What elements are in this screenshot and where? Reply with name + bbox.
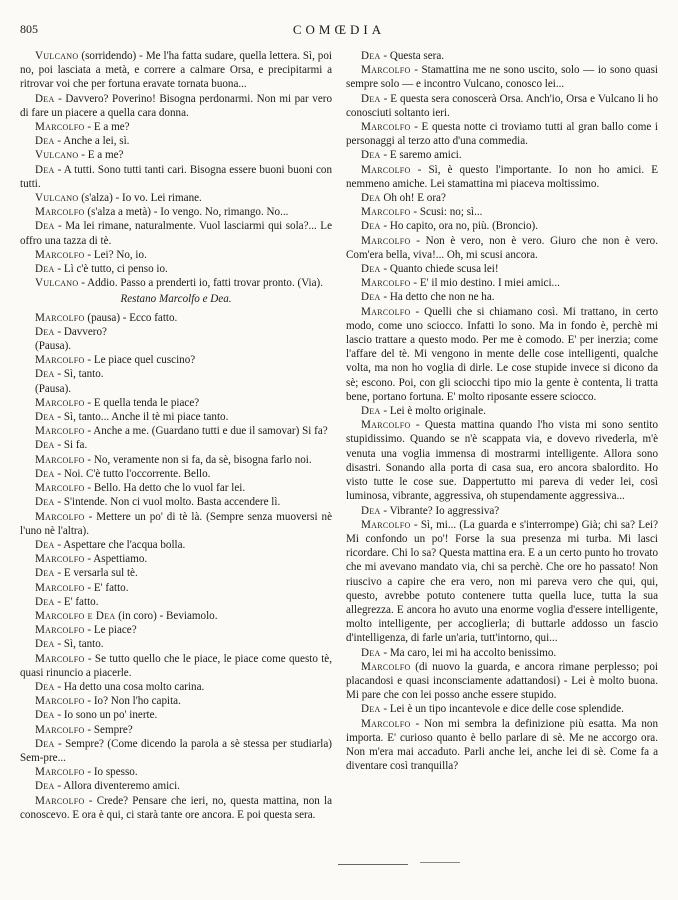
- speaker-name: Marcolfo: [361, 717, 411, 730]
- dialogue-line: [346, 305, 658, 404]
- dialogue-text: - Aspettare che l'acqua bolla.: [54, 538, 186, 551]
- speaker-name: Marcolfo: [35, 121, 85, 134]
- dialogue-line: [20, 552, 332, 566]
- footer-rule-secondary: [420, 862, 460, 863]
- journal-title: COMŒDIA: [292, 22, 386, 37]
- dialogue-line: [346, 418, 658, 503]
- speaker-name: Dea: [35, 467, 55, 480]
- dialogue-line: [346, 290, 658, 304]
- speaker-name: Dea: [361, 149, 381, 162]
- speaker-name: Marcolfo: [35, 723, 85, 736]
- speaker-name: Marcolfo: [35, 794, 85, 807]
- speaker-name: Dea: [361, 220, 381, 233]
- speaker-name: Marcolfo: [35, 510, 85, 523]
- dialogue-text: - Questa mattina quando l'ho vista mi sono sentito stupidissimo. Quando se n'è scappata via, e dovevo rivederla, m'è venuta una voglia immensa di mostrarmi intelligente. Allora sono disastri. Sonando alla porta di casa sua, ero ancora sbalordito. Ho visto tutte le cose sue. Dappertutto mi pareva di veder lei, così luminosa, vibrante, aggressiva, oh stupendamente aggressiva...: [346, 419, 658, 503]
- speaker-name: Dea: [35, 368, 55, 381]
- dialogue-text: - A tutti. Sono tutti tanti cari. Bisogna essere buoni buoni con tutti.: [20, 163, 332, 190]
- dialogue-text: - E questa notte ci troviamo tutti al gran ballo come i personaggi al terzo atto d'una commedia.: [346, 121, 658, 148]
- dialogue-text: - Sempre? (Come dicendo la parola a sè stessa per studiarla) Sem-pre...: [20, 737, 332, 764]
- dialogue-line: [20, 510, 332, 538]
- dialogue-text: - Noi. C'è tutto l'occorrente. Bello.: [54, 467, 211, 480]
- speaker-name: Marcolfo: [35, 311, 85, 324]
- dialogue-text: (pausa) - Ecco fatto.: [84, 311, 178, 324]
- dialogue-text: - Non è vero, non è vero. Giuro che non è vero. Com'era bella, viva!... Oh, mi scusi ancora.: [346, 234, 658, 261]
- dialogue-text: - E a me?: [84, 121, 130, 134]
- dialogue-text: - Davvero?: [54, 325, 107, 338]
- dialogue-line: [20, 49, 332, 92]
- dialogue-line: [346, 234, 658, 262]
- dialogue-line: [20, 765, 332, 779]
- dialogue-line: [20, 219, 332, 247]
- speaker-name: Marcolfo: [361, 206, 411, 219]
- dialogue-text: - Questa sera.: [380, 50, 445, 62]
- dialogue-text: - Le piace quel cuscino?: [84, 354, 196, 367]
- dialogue-text: - Io sono un po' inerte.: [54, 709, 158, 722]
- dialogue-line: [20, 276, 332, 290]
- speaker-name: Dea: [35, 595, 55, 608]
- dialogue-text: - Se tutto quello che le piace, le piace come questo tè, quasi rinuncio a piacerle.: [20, 652, 332, 679]
- dialogue-text: - Scusi: no; sì...: [410, 206, 483, 219]
- speaker-name: Marcolfo e Dea: [35, 609, 116, 622]
- dialogue-text: - Sì, mi... (La guarda e s'interrompe) Già; chi sa? Lei? Mi confondo un po'! Forse la sua presenza mi turba. Mi lasci ricordare. Chi lo sa? Questa mattina era. E a un certo punto ho trovato che mi avevano mandato via, chi sa perchè. Che ore ho passato! Non riuscivo a capire che era vero, non mi pareva vero che qui, qui, questo, avrebbe potuto contenere tutta quella luce, tutta la sua allegrezza. E ancora ho avuto una enorme voglia d'essere intelligente, molto intelligente, per accoglierla; di buttarle addosso un fascio d'intelligenza, di farle un'aria, tutt'intorno, qui...: [346, 518, 658, 645]
- dialogue-line: [20, 339, 332, 353]
- dialogue-line: [20, 495, 332, 509]
- dialogue-line: [20, 120, 332, 134]
- speaker-name: Vulcano: [35, 277, 79, 290]
- dialogue-text: - Lei è un tipo incantevole e dice delle cose splendide.: [380, 703, 624, 716]
- dialogue-text: - Sì, è questo l'importante. Io non ho amici. E nemmeno amiche. Lei stamattina mi piaceva moltissimo.: [346, 163, 658, 190]
- dialogue-text: - Bello. Ha detto che lo vuol far lei.: [84, 482, 246, 495]
- speaker-name: Dea: [35, 92, 55, 105]
- dialogue-line: [346, 518, 658, 646]
- speaker-name: Marcolfo: [35, 553, 85, 566]
- speaker-name: Dea: [361, 504, 381, 517]
- dialogue-line: [20, 191, 332, 205]
- dialogue-line: [20, 148, 332, 162]
- dialogue-text: - E' fatto.: [84, 581, 129, 594]
- dialogue-line: [20, 467, 332, 481]
- dialogue-line: [346, 504, 658, 518]
- dialogue-text: - Anche a me. (Guardano tutti e due il samovar) Si fa?: [84, 425, 328, 438]
- speaker-name: Marcolfo: [35, 766, 85, 779]
- dialogue-line: [20, 566, 332, 580]
- speaker-name: Dea: [361, 291, 381, 304]
- dialogue-text: - Ma caro, lei mi ha accolto benissimo.: [380, 646, 557, 659]
- speaker-name: Dea: [35, 411, 55, 424]
- speaker-name: Dea: [35, 638, 55, 651]
- speaker-name: Marcolfo: [361, 277, 411, 290]
- speaker-name: Dea: [35, 263, 55, 276]
- speaker-name: Marcolfo: [361, 64, 411, 77]
- dialogue-line: [20, 708, 332, 722]
- dialogue-line: [20, 538, 332, 552]
- dialogue-text: - Stamattina me ne sono uscito, solo — io sono quasi sempre solo — e incontro Vulcano, conosco lei...: [346, 64, 658, 91]
- speaker-name: Dea: [361, 92, 381, 105]
- dialogue-text: - E a me?: [78, 149, 124, 162]
- dialogue-line: [20, 438, 332, 452]
- dialogue-text: - Ha detto una cosa molto carina.: [54, 680, 205, 693]
- speaker-name: Dea: [35, 709, 55, 722]
- dialogue-text: - Vibrante? Io aggressiva?: [380, 504, 500, 517]
- dialogue-text: - Sempre?: [84, 723, 133, 736]
- speaker-name: Dea: [35, 220, 55, 233]
- dialogue-line: [346, 262, 658, 276]
- dialogue-line: [346, 191, 658, 205]
- dialogue-text: - Le piace?: [84, 624, 137, 637]
- speaker-name: Marcolfo: [361, 121, 411, 134]
- speaker-name: Dea: [35, 680, 55, 693]
- dialogue-line: [20, 262, 332, 276]
- dialogue-text: - E versarla sul tè.: [54, 567, 138, 580]
- dialogue-text: - Sì, tanto.: [54, 638, 104, 651]
- dialogue-line: [20, 134, 332, 148]
- dialogue-text: - Aspettiamo.: [84, 553, 148, 566]
- speaker-name: Marcolfo: [35, 624, 85, 637]
- speaker-name: Marcolfo: [35, 425, 85, 438]
- dialogue-line: [20, 794, 332, 822]
- speaker-name: Dea: [35, 567, 55, 580]
- dialogue-line: [20, 325, 332, 339]
- dialogue-line: [20, 410, 332, 424]
- dialogue-line: [20, 595, 332, 609]
- speaker-name: Dea: [361, 405, 381, 418]
- dialogue-text: (Pausa).: [35, 382, 72, 395]
- speaker-name: Dea: [35, 538, 55, 551]
- dialogue-line: [20, 248, 332, 262]
- dialogue-line: [20, 424, 332, 438]
- dialogue-line: [20, 481, 332, 495]
- dialogue-text: - Quanto chiede scusa lei!: [380, 263, 499, 276]
- speaker-name: Vulcano: [35, 50, 79, 62]
- dialogue-line: [346, 276, 658, 290]
- speaker-name: Marcolfo: [35, 581, 85, 594]
- dialogue-line: [20, 694, 332, 708]
- dialogue-line: [20, 92, 332, 120]
- dialogue-line: [20, 396, 332, 410]
- dialogue-text: - Davvero? Poverino! Bisogna perdonarmi. Non mi par vero di fare un piacere a quella cara donna.: [20, 92, 332, 119]
- speaker-name: Dea: [35, 135, 55, 148]
- speaker-name: Marcolfo: [35, 396, 85, 409]
- speaker-name: Marcolfo: [35, 453, 85, 466]
- dialogue-line: [346, 92, 658, 120]
- speaker-name: Marcolfo: [35, 206, 85, 219]
- speaker-name: Marcolfo: [35, 248, 85, 261]
- speaker-name: Marcolfo: [361, 660, 411, 673]
- speaker-name: Dea: [35, 325, 55, 338]
- dialogue-line: [346, 63, 658, 91]
- dialogue-line: [20, 205, 332, 219]
- dialogue-line: [346, 404, 658, 418]
- speaker-name: Dea: [35, 737, 55, 750]
- speaker-name: Dea: [361, 50, 381, 62]
- dialogue-text: - Non mi sembra la definizione più esatta. Ma non importa. E' curioso quanto è bello parlare di sè. Me ne accorgo ora. Non m'era mai accaduto. Parli anche lei, anche lei di sè. Come fa a diventare così tranquilla?: [346, 717, 658, 773]
- speaker-name: Marcolfo: [361, 234, 411, 247]
- dialogue-text: - Quelli che si chiamano così. Mi trattano, in certo modo, come uno sciocco. Infatti lo sono. Ma in fondo è, perchè mi lascio trattare a questo modo. Per me è comodo. E' per inerzia; come l'affare del tè. Mi vengono in mente delle cose intelligenti, qualche volta, ma non ho voglia di dirle. Le cose stupide invece si dicono da sè; escono. Poi, con gli sciocchi tipo mio la gente è contenta, li tratta bene, portano fortuna. E' molto riposante essere sciocco.: [346, 305, 658, 403]
- dialogue-text: - Io spesso.: [84, 766, 138, 779]
- dialogue-text: - Addio. Passo a prenderti io, fatti trovar pronto. (Via).: [78, 277, 324, 290]
- dialogue-line: [20, 637, 332, 651]
- dialogue-line: [346, 49, 658, 63]
- speaker-name: Marcolfo: [361, 163, 411, 176]
- speaker-name: Dea: [361, 263, 381, 276]
- dialogue-text: - Crede? Pensare che ieri, no, questa mattina, non la conoscevo. E ora è qui, ci starà tante ore ancora. E poi questa sera.: [20, 794, 332, 821]
- dialogue-line: [20, 163, 332, 191]
- dialogue-line: [20, 680, 332, 694]
- dialogue-text: (sorridendo) - Me l'ha fatta sudare, quella lettera. Sì, poi no, poi lasciata a metà, e correre a calmare Orsa, e precipitarmi a ritrovar voi che per fortuna eravate tornata buona...: [20, 50, 332, 91]
- dialogue-text: - E saremo amici.: [380, 149, 462, 162]
- right-column: [346, 49, 658, 773]
- speaker-name: Marcolfo: [35, 482, 85, 495]
- dialogue-text: - S'intende. Non ci vuol molto. Basta accendere lì.: [54, 496, 281, 509]
- dialogue-line: [346, 660, 658, 703]
- dialogue-text: (s'alza) - Io vo. Lei rimane.: [78, 192, 202, 205]
- dialogue-line: [346, 163, 658, 191]
- dialogue-text: - Io? Non l'ho capita.: [84, 695, 181, 708]
- dialogue-text: - Si fa.: [54, 439, 88, 452]
- dialogue-line: [20, 779, 332, 793]
- dialogue-text: - E quella tenda le piace?: [84, 396, 200, 409]
- page-header: [0, 22, 678, 40]
- dialogue-text: - No, veramente non si fa, da sè, bisogna farlo noi.: [84, 453, 312, 466]
- dialogue-text: (s'alza a metà) - Io vengo. No, rimango. No...: [84, 206, 289, 219]
- dialogue-line: [346, 148, 658, 162]
- footer-rule: [338, 864, 408, 865]
- speaker-name: Dea: [35, 163, 55, 176]
- speaker-name: Marcolfo: [361, 419, 411, 432]
- speaker-name: Dea: [361, 703, 381, 716]
- dialogue-line: [346, 219, 658, 233]
- speaker-name: Dea: [361, 192, 381, 205]
- speaker-name: Vulcano: [35, 149, 79, 162]
- dialogue-line: [20, 609, 332, 623]
- dialogue-line: [20, 737, 332, 765]
- dialogue-line: [20, 652, 332, 680]
- dialogue-text: - Allora diventeremo amici.: [54, 780, 180, 793]
- speaker-name: Marcolfo: [361, 518, 411, 531]
- dialogue-text: - Lei è molto originale.: [380, 405, 486, 418]
- dialogue-text: - Lei? No, io.: [84, 248, 147, 261]
- dialogue-text: - E' il mio destino. I miei amici...: [410, 277, 560, 290]
- dialogue-line: [346, 717, 658, 774]
- speaker-name: Dea: [361, 646, 381, 659]
- dialogue-text: Oh oh! E ora?: [380, 192, 446, 205]
- dialogue-text: - Ha detto che non ne ha.: [380, 291, 495, 304]
- left-column: [20, 49, 332, 822]
- dialogue-line: [346, 702, 658, 716]
- speaker-name: Dea: [35, 780, 55, 793]
- dialogue-text: (Pausa).: [35, 340, 72, 353]
- dialogue-text: (in coro) - Beviamolo.: [115, 609, 218, 622]
- dialogue-line: [20, 623, 332, 637]
- stage-direction: Restano Marcolfo e Dea.: [120, 293, 232, 306]
- dialogue-text: - Ma lei rimane, naturalmente. Vuol lasciarmi qui sola?... Le offro una tazza di tè.: [20, 220, 332, 247]
- dialogue-line: [20, 367, 332, 381]
- dialogue-line: [20, 382, 332, 396]
- speaker-name: Marcolfo: [35, 652, 85, 665]
- dialogue-line: [346, 120, 658, 148]
- dialogue-text: - Sì, tanto.: [54, 368, 104, 381]
- dialogue-line: [20, 723, 332, 737]
- dialogue-line: [346, 646, 658, 660]
- dialogue-text: (di nuovo la guarda, e ancora rimane perplesso; poi placandosi e quasi inconsciamente adattandosi) - Lei è molto buona. Mi pare che con lei posso anche essere stupido.: [346, 660, 658, 702]
- dialogue-text: - Ho capito, ora no, più. (Broncio).: [380, 220, 539, 233]
- speaker-name: Marcolfo: [35, 354, 85, 367]
- dialogue-text: - Mettere un po' di tè là. (Sempre senza muoversi nè l'uno nè l'altra).: [20, 510, 332, 537]
- speaker-name: Dea: [35, 496, 55, 509]
- dialogue-text: - Anche a lei, sì.: [54, 135, 130, 148]
- dialogue-line: [346, 205, 658, 219]
- dialogue-line: [20, 311, 332, 325]
- page-number: 805: [20, 22, 38, 36]
- speaker-name: Dea: [35, 439, 55, 452]
- dialogue-text: - Lì c'è tutto, ci penso io.: [54, 263, 168, 276]
- dialogue-text: - E' fatto.: [54, 595, 99, 608]
- dialogue-line: [20, 581, 332, 595]
- speaker-name: Vulcano: [35, 192, 79, 205]
- dialogue-text: - Sì, tanto... Anche il tè mi piace tanto.: [54, 411, 229, 424]
- speaker-name: Marcolfo: [361, 305, 411, 318]
- dialogue-line: [20, 453, 332, 467]
- speaker-name: Marcolfo: [35, 695, 85, 708]
- dialogue-line: [20, 353, 332, 367]
- dialogue-text: - E questa sera conoscerà Orsa. Anch'io, Orsa e Vulcano li ho conosciuti soltanto ieri.: [346, 92, 658, 119]
